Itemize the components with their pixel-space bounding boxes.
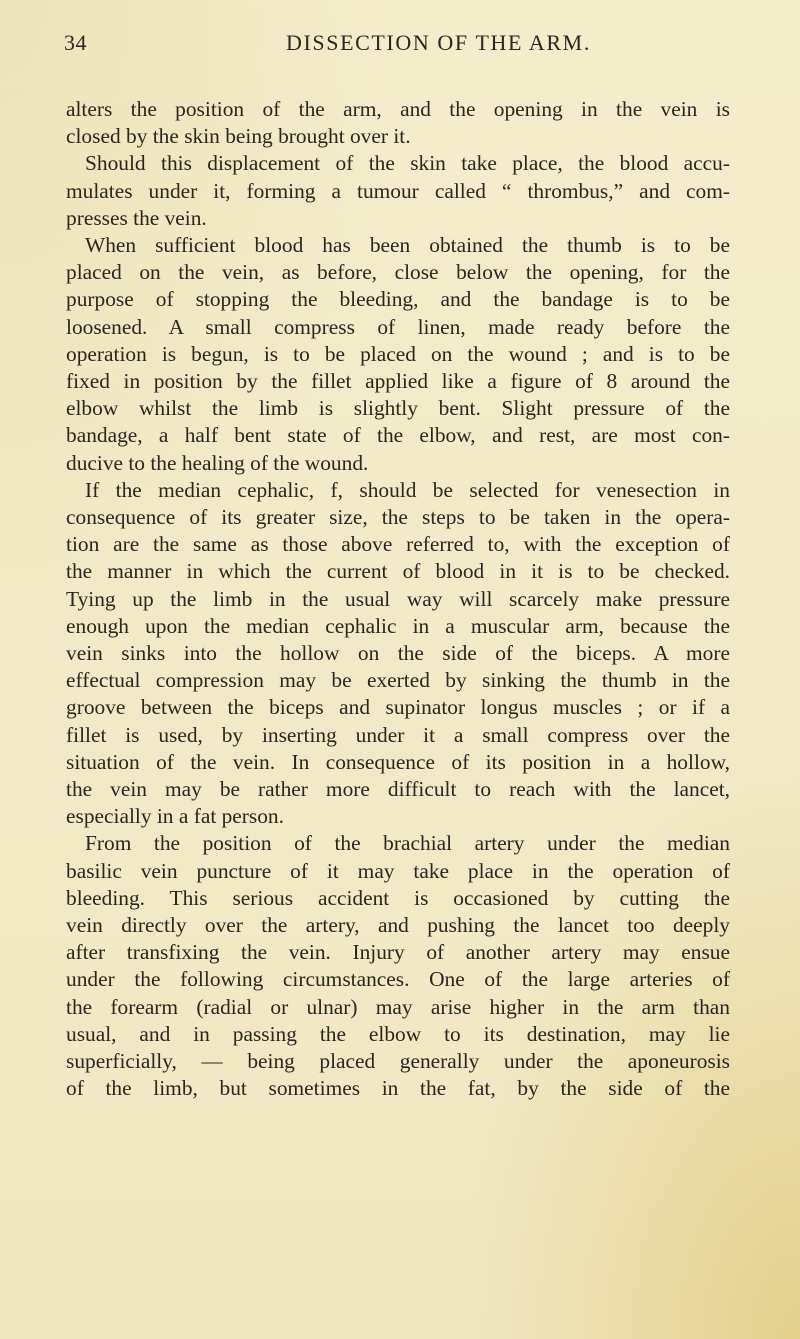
text-line: the manner in which the current of blood in it is to be checked. [66,559,730,584]
text-line: fixed in position by the fillet applied like a figure of 8 around the [66,369,730,393]
page-number: 34 [64,30,87,55]
text-line: usual, and in passing the elbow to its destination, may lie [66,1021,730,1046]
text-line: If the median cephalic, f, should be selected for venesection in [85,477,730,502]
text-line: elbow whilst the limb is slightly bent. Slight pressure of the [66,396,730,421]
text-line: consequence of its greater size, the steps to be taken in the opera- [66,505,730,529]
text-line: situation of the vein. In consequence of its position in a hollow, [66,749,730,774]
running-head [64,30,724,70]
text-line: bandage, a half bent state of the elbow, and rest, are most con- [66,423,730,448]
text-line: under the following circumstances. One of the large arteries of [66,967,730,992]
text-line: fillet is used, by inserting under it a small compress over the [66,722,730,747]
text-line: superficially, — being placed generally under the aponeurosis [66,1049,730,1073]
text-line: the forearm (radial or ulnar) may arise higher in the arm than [66,994,730,1019]
text-line: tion are the same as those above referred to, with the exception of [66,532,730,557]
text-line: vein directly over the artery, and pushing the lancet too deeply [66,913,730,937]
text-line: Should this displacement of the skin take place, the blood accu- [85,151,730,176]
text-line: enough upon the median cephalic in a muscular arm, because the [66,613,730,638]
text-line: purpose of stopping the bleeding, and the bandage is to be [66,287,730,312]
text-line: after transfixing the vein. Injury of another artery may ensue [66,940,730,965]
text-line: From the position of the brachial artery under the median [85,831,730,856]
text-line: closed by the skin being brought over it. [66,124,411,149]
running-title: DISSECTION OF THE ARM. [286,30,591,55]
text-line: the vein may be rather more difficult to reach with the lancet, [66,777,730,801]
text-line: basilic vein puncture of it may take place in the operation of [66,858,730,883]
text-line: vein sinks into the hollow on the side of the biceps. A more [66,641,730,665]
text-line: placed on the vein, as before, close below the opening, for the [66,260,730,285]
text-line: mulates under it, forming a tumour called “ thrombus,” and com- [66,178,730,203]
text-line: operation is begun, is to be placed on the wound ; and is to be [66,341,730,366]
text-line: effectual compression may be exerted by sinking the thumb in the [66,668,730,693]
text-line: alters the position of the arm, and the opening in the vein is [66,97,730,121]
text-line: bleeding. This serious accident is occasioned by cutting the [66,885,730,910]
text-line: of the limb, but sometimes in the fat, by the side of the [66,1076,730,1101]
text-line: Tying up the limb in the usual way will scarcely make pressure [66,586,730,611]
text-line: especially in a fat person. [66,804,284,829]
text-line: groove between the biceps and supinator longus muscles ; or if a [66,695,730,720]
text-line: ducive to the healing of the wound. [66,450,369,475]
text-line: loosened. A small compress of linen, made ready before the [66,314,730,339]
text-line: presses the vein. [66,205,207,230]
text-line: When sufficient blood has been obtained the thumb is to be [85,233,730,257]
